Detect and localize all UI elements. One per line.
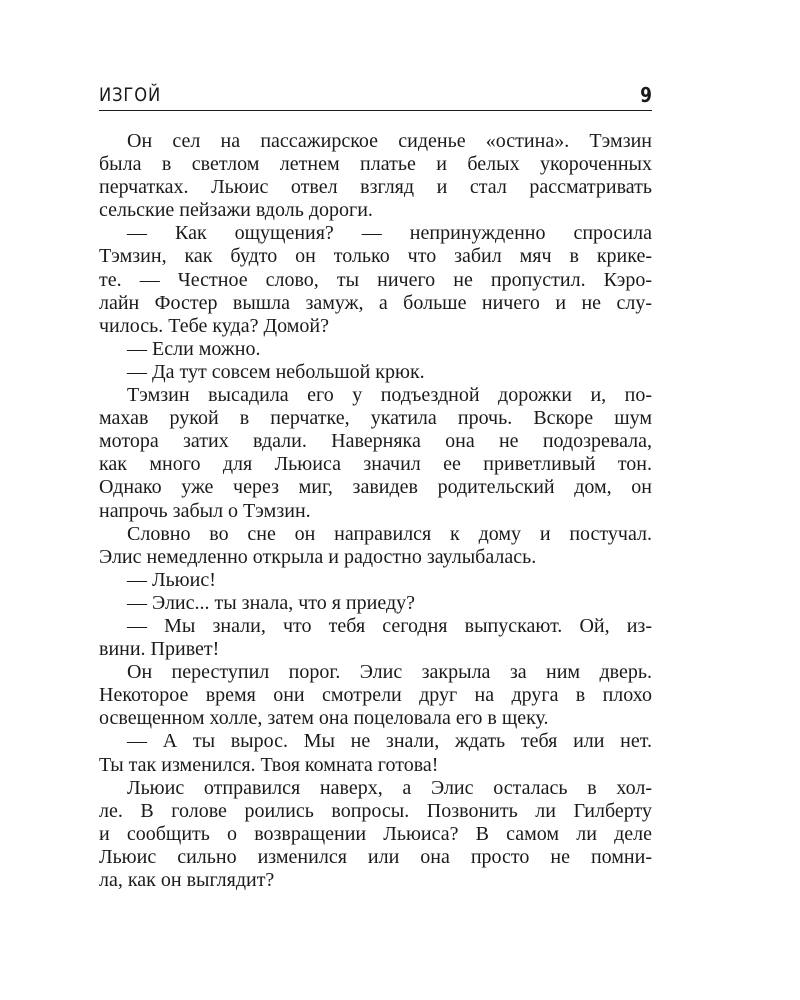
- text-line: Льюис сильно изменился или она просто не помни-: [99, 845, 652, 868]
- text-line: Тэмзин высадила его у подъездной дорожки и, по-: [127, 384, 652, 407]
- text-line: Однако уже через миг, завидев родительский дом, он: [99, 476, 652, 499]
- page-header: [99, 84, 652, 111]
- text-line: те. — Честное слово, ты ничего не пропустил. Кэро-: [99, 268, 652, 291]
- text-line: Словно во сне он направился к дому и постучал.: [127, 522, 652, 545]
- text-line: — Льюис!: [127, 568, 216, 591]
- text-line: лайн Фостер вышла замуж, а больше ничего и не слу-: [99, 291, 652, 314]
- text-line: была в светлом летнем платье и белых укороченных: [99, 153, 652, 176]
- text-line: сельские пейзажи вдоль дороги.: [99, 199, 373, 222]
- text-line: — Элис... ты знала, что я приеду?: [127, 591, 415, 614]
- text-line: освещенном холле, затем она поцеловала его в щеку.: [99, 707, 549, 730]
- text-line: Он переступил порог. Элис закрыла за ним дверь.: [127, 661, 652, 684]
- text-line: вини. Привет!: [99, 638, 220, 661]
- text-line: махав рукой в перчатке, укатила прочь. Вскоре шум: [99, 407, 652, 430]
- running-title: ИЗГОЙ: [99, 84, 162, 106]
- text-line: напрочь забыл о Тэмзин.: [99, 499, 311, 522]
- text-line: Льюис отправился наверх, а Элис осталась в хол-: [127, 776, 652, 799]
- text-line: Он сел на пассажирское сиденье «остина». Тэмзин: [127, 130, 652, 152]
- text-line: ле. В голове роились вопросы. Позвонить ли Гилберту: [99, 799, 652, 822]
- text-line: — Если можно.: [127, 337, 261, 360]
- text-line: Некоторое время они смотрели друг на друга в плохо: [99, 684, 652, 707]
- page-number: 9: [640, 83, 652, 107]
- text-line: Тэмзин, как будто он только что забил мяч в крике-: [99, 245, 652, 268]
- text-line: — Да тут совсем небольшой крюк.: [127, 360, 425, 383]
- text-line: и сообщить о возвращении Льюиса? В самом ли деле: [99, 822, 652, 845]
- text-line: ла, как он выглядит?: [99, 869, 275, 891]
- text-line: мотора затих вдали. Наверняка она не подозревала,: [99, 430, 652, 453]
- text-line: Элис немедленно открыла и радостно заулыбалась.: [99, 545, 537, 568]
- text-line: — А ты вырос. Мы не знали, ждать тебя или нет.: [127, 730, 652, 753]
- text-line: как много для Льюиса значил ее приветливый тон.: [99, 453, 652, 476]
- text-line: — Мы знали, что тебя сегодня выпускают. Ой, из-: [127, 614, 652, 637]
- text-line: Ты так изменился. Твоя комната готова!: [99, 753, 439, 776]
- text-line: чилось. Тебе куда? Домой?: [99, 314, 329, 337]
- text-line: перчатках. Льюис отвел взгляд и стал рассматривать: [99, 176, 652, 199]
- body-text: [99, 130, 652, 892]
- text-line: — Как ощущения? — непринужденно спросила: [127, 222, 652, 245]
